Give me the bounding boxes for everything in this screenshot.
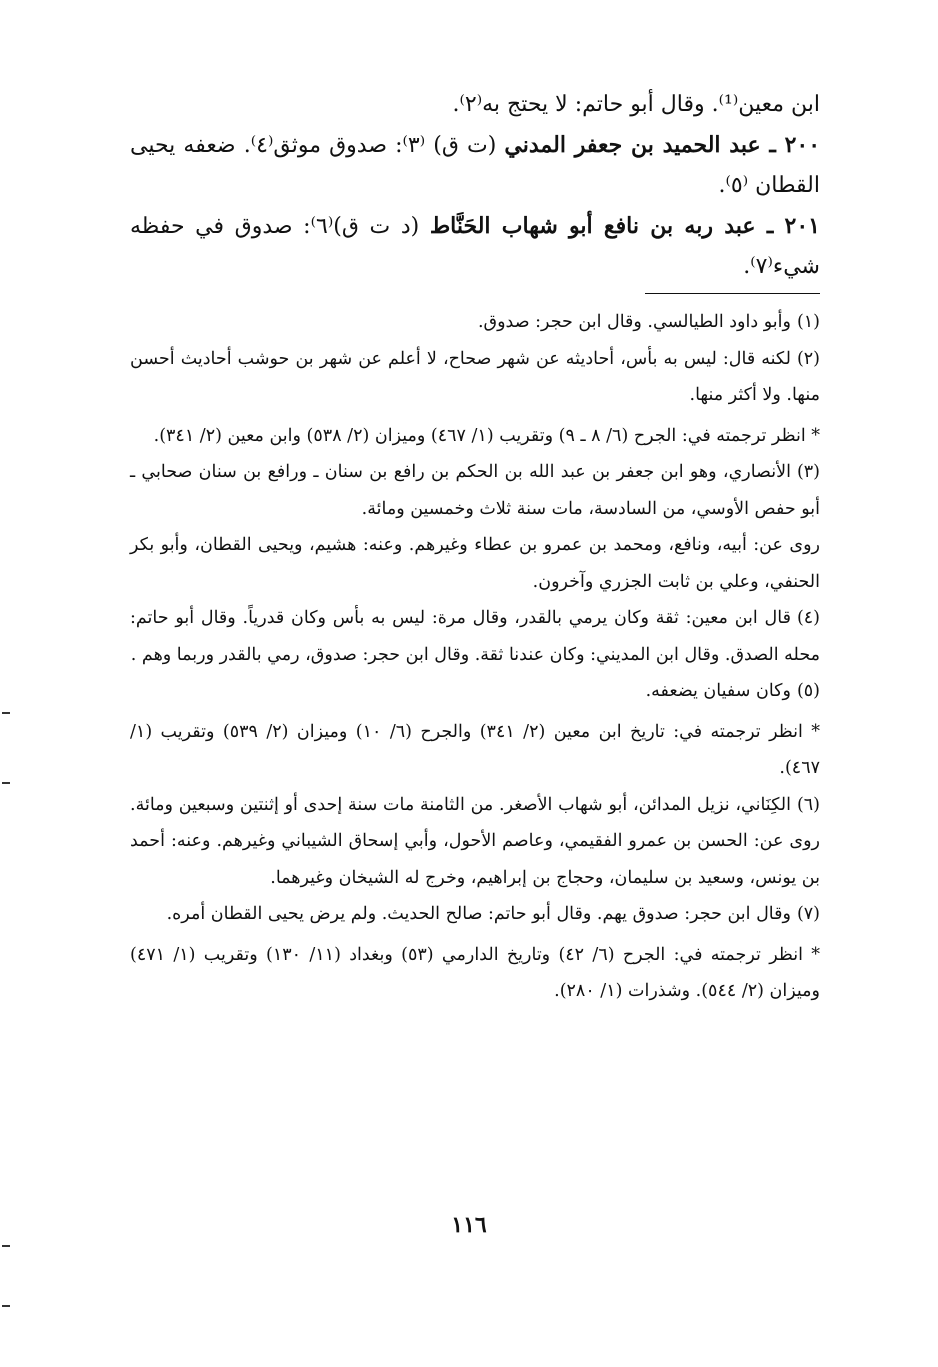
entry-200-text: (ت ق) ⁽٣⁾: صدوق موثق⁽٤⁾. ضعفه يحيى القطان ⁽٥⁾. (130, 133, 820, 198)
footnote-1 (130, 304, 820, 341)
footnote-3 (130, 454, 820, 527)
footnote-5-text: وكان سفيان يضعفه. (645, 681, 791, 701)
footnote-4 (130, 600, 820, 673)
entry-200 (130, 125, 820, 206)
page-body (130, 85, 820, 1010)
footnote-2-number: (٢) (796, 348, 820, 369)
footnote-1-number: (١) (796, 312, 820, 332)
footnote-6-text: الكِنَاني، نزيل المدائن، أبو شهاب الأصغر. من الثامنة مات سنة إحدى أو إثنتين وسبعين ومائة. روى عن: الحسن بن عمرو الفقيمي، وعاصم الأحول، وأبي إسحاق الشيباني وغيرهم. وعنه: أحمد بن يونس، وسعيد بن سليمان، وحجاج بن إبراهيم، وخرج له الشيخان وغيرهما. (130, 794, 820, 888)
footnote-divider (645, 293, 820, 294)
footnote-5 (130, 673, 820, 710)
footnote-3-continuation: روى عن: أبيه، ونافع، ومحمد بن عمرو بن عطاء وغيرهم. وعنه: هشيم، ويحيى القطان، وأبو بكر الحنفي، وعلي بن ثابت الجزري وآخرون. (130, 535, 820, 592)
entry-201-heading: ٢٠١ ـ عبد ربه بن نافع أبو شهاب الحَنَّاط (429, 213, 820, 239)
entry-201-text: (د ت ق)⁽٦⁾: صدوق في حفظه شيء⁽٧⁾. (130, 214, 820, 279)
reference-block-1: * انظر ترجمته في: الجرح (٦/ ٨ ـ ٩) وتقريب (١/ ٤٦٧) وميزان (٢/ ٥٣٨) وابن معين (٢/ ٣٤١). (153, 425, 820, 446)
scan-edge-mark (2, 1245, 10, 1247)
entry-201 (130, 206, 820, 287)
footnote-7-text: وقال ابن حجر: صدوق يهم. وقال أبو حاتم: صالح الحديث. ولم يرض يحيى القطان أمره. (166, 904, 791, 924)
footnote-6 (130, 787, 820, 897)
footnote-3-text: الأنصاري، وهو ابن جعفر بن عبد الله بن الحكم بن رافع بن سنان ـ ورافع بن سنان صحابي ـ أبو حفص الأوسي، من السادسة، مات سنة ثلاث وخمسين ومائة. (130, 462, 820, 519)
entry-200-heading: ٢٠٠ ـ عبد الحميد بن جعفر المدني (504, 132, 821, 158)
footnote-3-number: (٣) (796, 462, 820, 482)
footnote-1-text: وأبو داود الطيالسي. وقال ابن حجر: صدوق. (477, 312, 791, 332)
reference-block-3: * انظر ترجمته في: الجرح (٦/ ٤٢) وتاريخ الدارمي (٥٣) وبغداد (١١/ ١٣٠) وتقريب (١/ ٤٧١) وميزان (٢/ ٥٤٤). وشذرات (١/ ٢٨٠). (130, 944, 821, 1001)
page-number: ١١٦ (451, 1212, 487, 1238)
footnote-5-number: (٥) (796, 681, 820, 701)
scan-edge-mark (2, 712, 10, 714)
footnote-2 (130, 341, 820, 414)
footnote-4-number: (٤) (796, 608, 820, 628)
footnote-4-text: قال ابن معين: ثقة وكان يرمي بالقدر، وقال مرة: ليس به بأس وكان قدرياً. وقال أبو حاتم: محله الصدق. وقال ابن المديني: وكان عندنا ثقة. وقال ابن حجر: صدوق، رمي بالقدر وربما وهم . (130, 608, 820, 665)
footnote-7 (130, 896, 820, 933)
scan-edge-mark (2, 1305, 10, 1307)
footnote-7-number: (٧) (796, 904, 820, 924)
footnote-2-text: لكنه قال: ليس به بأس، أحاديثه عن شهر صحاح، لا أعلم عن شهر بن حوشب أحاديث أحسن منها. ولا أكثر منها. (130, 348, 820, 405)
main-line-1: ابن معين⁽¹⁾. وقال أبو حاتم: لا يحتج به⁽٢⁾. (452, 92, 820, 117)
footnote-6-number: (٦) (796, 794, 820, 815)
scan-edge-mark (2, 782, 10, 784)
reference-block-2: * انظر ترجمته في: تاريخ ابن معين (٢/ ٣٤١) والجرح (٦/ ١٠) وميزان (٢/ ٥٣٩) وتقريب (١/ ٤٦٧). (130, 721, 820, 778)
